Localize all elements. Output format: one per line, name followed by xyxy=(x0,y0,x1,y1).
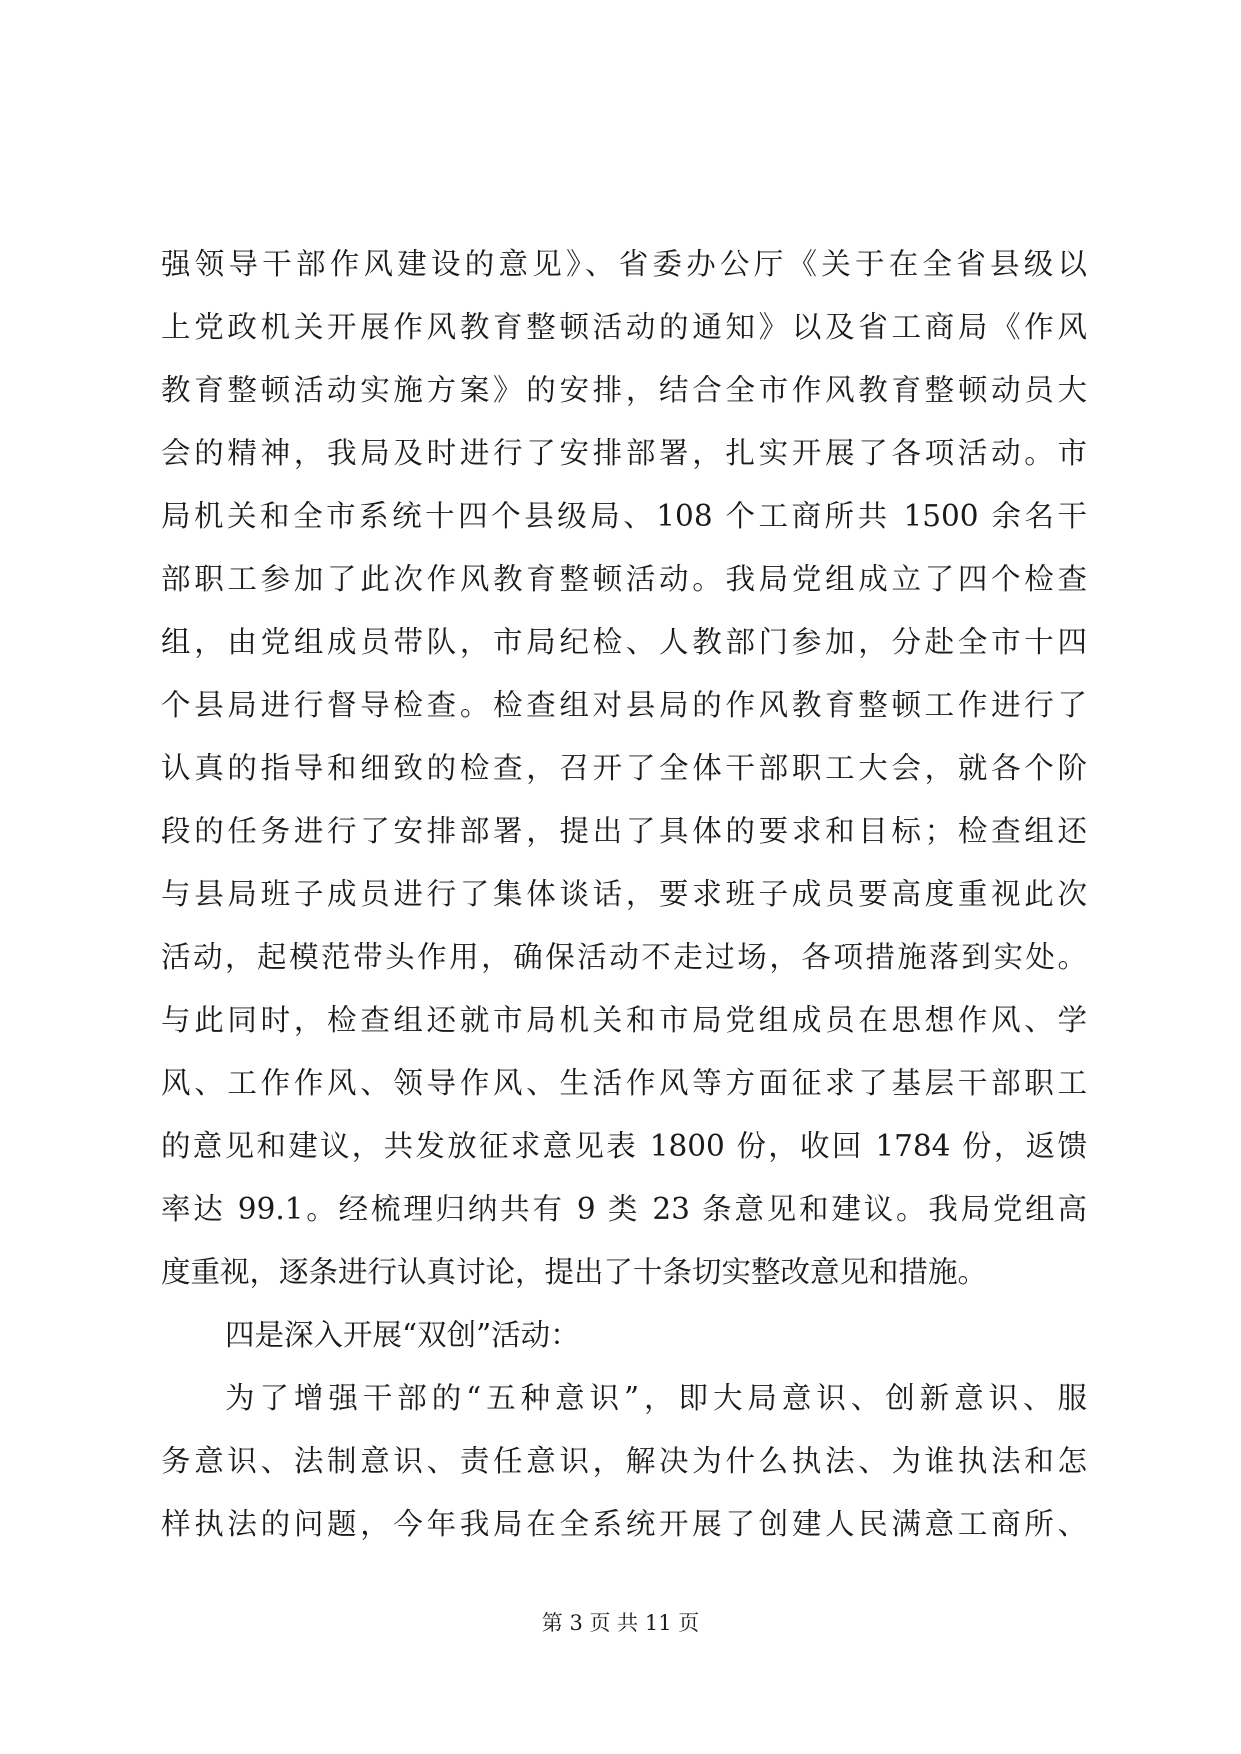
text-line: 认真的指导和细致的检查，召开了全体干部职工大会，就各个阶 xyxy=(161,751,1087,785)
text-line: 与县局班子成员进行了集体谈话，要求班子成员要高度重视此次 xyxy=(161,877,1087,911)
text-line: 局机关和全市系统十四个县级局、108 个工商所共 1500 余名干 xyxy=(161,499,1087,533)
text-line: 段的任务进行了安排部署，提出了具体的要求和目标；检查组还 xyxy=(161,814,1087,848)
text-line: 样执法的问题，今年我局在全系统开展了创建人民满意工商所、 xyxy=(161,1507,1087,1541)
text-line: 会的精神，我局及时进行了安排部署，扎实开展了各项活动。市 xyxy=(161,436,1087,470)
text-line: 风、工作作风、领导作风、生活作风等方面征求了基层干部职工 xyxy=(161,1066,1087,1100)
section-heading: 四是深入开展“双创”活动： xyxy=(225,1318,580,1352)
text-line: 活动，起模范带头作用，确保活动不走过场，各项措施落到实处。 xyxy=(161,940,1087,974)
text-line: 为了增强干部的“五种意识”，即大局意识、创新意识、服 xyxy=(225,1381,1087,1415)
page-number-footer: 第 3 页 共 11 页 xyxy=(541,1611,700,1635)
text-line: 部职工参加了此次作风教育整顿活动。我局党组成立了四个检查 xyxy=(161,562,1087,596)
text-line: 与此同时，检查组还就市局机关和市局党组成员在思想作风、学 xyxy=(161,1003,1087,1037)
text-line: 上党政机关开展作风教育整顿活动的通知》以及省工商局《作风 xyxy=(161,310,1087,344)
text-line: 率达 99.1。经梳理归纳共有 9 类 23 条意见和建议。我局党组高 xyxy=(161,1192,1087,1226)
text-line: 强领导干部作风建设的意见》、省委办公厅《关于在全省县级以 xyxy=(161,247,1087,281)
text-line: 的意见和建议，共发放征求意见表 1800 份，收回 1784 份，返馈 xyxy=(161,1129,1087,1163)
text-line: 度重视，逐条进行认真讨论，提出了十条切实整改意见和措施。 xyxy=(161,1255,988,1289)
text-line: 组，由党组成员带队，市局纪检、人教部门参加，分赴全市十四 xyxy=(161,625,1087,659)
text-line: 个县局进行督导检查。检查组对县局的作风教育整顿工作进行了 xyxy=(161,688,1087,722)
body-text xyxy=(161,233,1087,1556)
text-line: 务意识、法制意识、责任意识，解决为什么执法、为谁执法和怎 xyxy=(161,1444,1087,1478)
text-line: 教育整顿活动实施方案》的安排，结合全市作风教育整顿动员大 xyxy=(161,373,1087,407)
